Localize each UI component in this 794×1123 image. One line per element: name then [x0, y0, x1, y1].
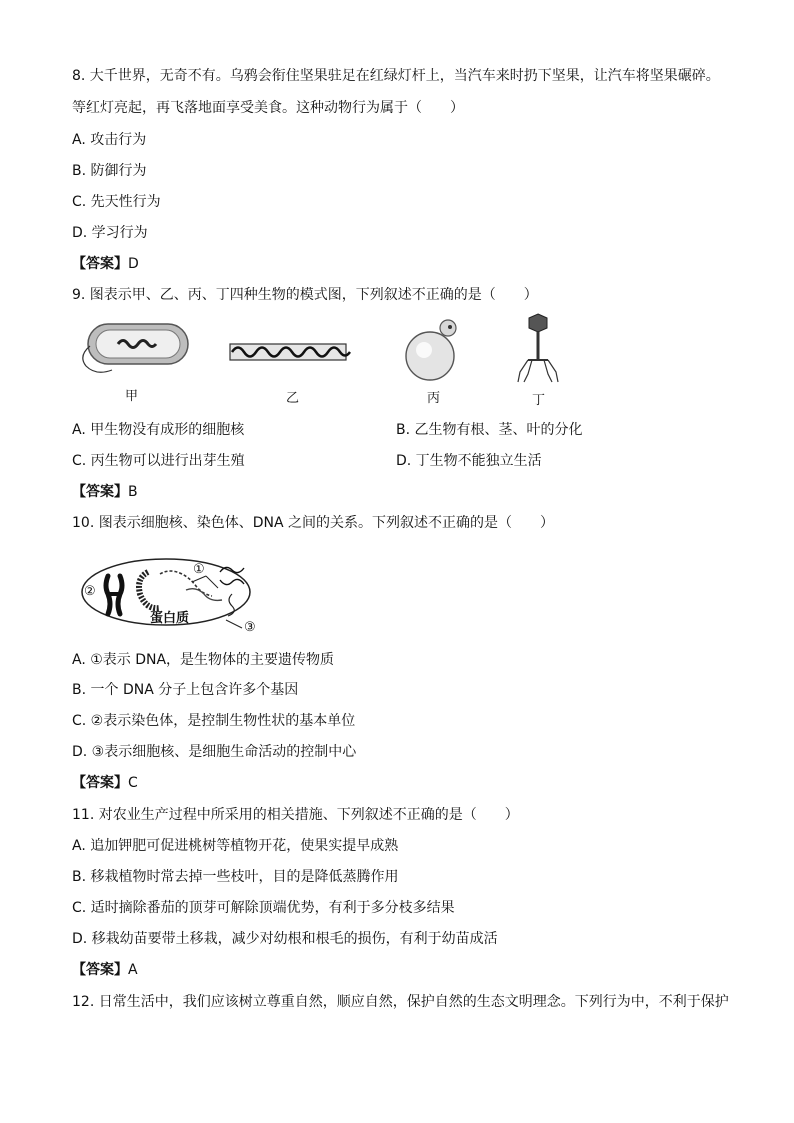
q10-answer: [72, 773, 138, 793]
q9-option-c: C. 丙生物可以进行出芽生殖: [72, 453, 245, 469]
q8-option-c: C. 先天性行为: [72, 194, 161, 210]
q8-stem-line1: 8. 大千世界，无奇不有。乌鸦会衔住坚果驻足在红绿灯杆上，当汽车来时扔下坚果，让汽车将坚果碾碎。: [72, 68, 720, 84]
answer-value: B: [128, 484, 138, 500]
q10-option-d: D. ③表示细胞核、是细胞生命活动的控制中心: [72, 744, 357, 760]
q9-figure-label-ding: 丁: [532, 393, 546, 408]
q11-option-a: A. 追加钾肥可促进桃树等植物开花，使果实提早成熟: [72, 838, 399, 854]
answer-value: D: [128, 256, 139, 272]
answer-tag: 【答案】: [72, 962, 128, 978]
spirogyra-illustration: [230, 344, 350, 360]
q8-stem-line2: 等红灯亮起，再飞落地面享受美食。这种动物行为属于（ ）: [72, 100, 464, 116]
answer-value: C: [128, 775, 138, 791]
bacterium-illustration: [83, 324, 188, 372]
q9-figure-label-bing: 丙: [427, 391, 441, 406]
answer-tag: 【答案】: [72, 484, 128, 500]
q9-option-a: A. 甲生物没有成形的细胞核: [72, 422, 245, 438]
q9-option-d: D. 丁生物不能独立生活: [396, 453, 542, 469]
q9-answer: [72, 482, 138, 502]
q8-option-a: A. 攻击行为: [72, 132, 147, 148]
q8-option-b: B. 防御行为: [72, 163, 147, 179]
q10-figure-label-1: ①: [193, 562, 205, 577]
answer-value: A: [128, 962, 138, 978]
coiled-fiber-illustration: [139, 571, 222, 608]
q9-figure-label-yi: 乙: [286, 391, 300, 406]
q12-stem: 12. 日常生活中，我们应该树立尊重自然，顺应自然，保护自然的生态文明理念。下列行为中，不利于保护: [72, 994, 729, 1010]
q11-stem: 11. 对农业生产过程中所采用的相关措施、下列叙述不正确的是（ ）: [72, 807, 519, 823]
q8-answer: [72, 254, 139, 274]
bacteriophage-illustration: [518, 314, 558, 382]
q11-option-d: D. 移栽幼苗要带土移栽，减少对幼根和根毛的损伤，有利于幼苗成活: [72, 931, 498, 947]
q10-option-a: A. ①表示 DNA，是生物体的主要遗传物质: [72, 652, 335, 668]
chromosome-illustration: [106, 576, 122, 614]
q10-stem: 10. 图表示细胞核、染色体、DNA 之间的关系。下列叙述不正确的是（ ）: [72, 515, 554, 531]
q11-option-b: B. 移栽植物时常去掉一些枝叶，目的是降低蒸腾作用: [72, 869, 399, 885]
answer-tag: 【答案】: [72, 256, 128, 272]
answer-tag: 【答案】: [72, 775, 128, 791]
q10-figure-label-2: ②: [84, 584, 96, 599]
dna-illustration: [220, 567, 244, 616]
q9-option-b: B. 乙生物有根、茎、叶的分化: [396, 422, 583, 438]
q9-figure-label-jia: 甲: [125, 389, 139, 404]
q8-option-d: D. 学习行为: [72, 225, 148, 241]
q10-option-c: C. ②表示染色体，是控制生物性状的基本单位: [72, 713, 356, 729]
q11-option-c: C. 适时摘除番茄的顶芽可解除顶端优势，有利于多分枝多结果: [72, 900, 455, 916]
yeast-illustration: [406, 320, 456, 380]
q10-figure-label-protein: 蛋白质: [150, 611, 190, 626]
q11-answer: [72, 960, 138, 980]
q9-figure: [80, 312, 580, 412]
q10-option-b: B. 一个 DNA 分子上包含许多个基因: [72, 682, 299, 698]
q9-stem: 9. 图表示甲、乙、丙、丁四种生物的模式图，下列叙述不正确的是（ ）: [72, 287, 538, 303]
q10-figure-label-3: ③: [244, 620, 256, 635]
